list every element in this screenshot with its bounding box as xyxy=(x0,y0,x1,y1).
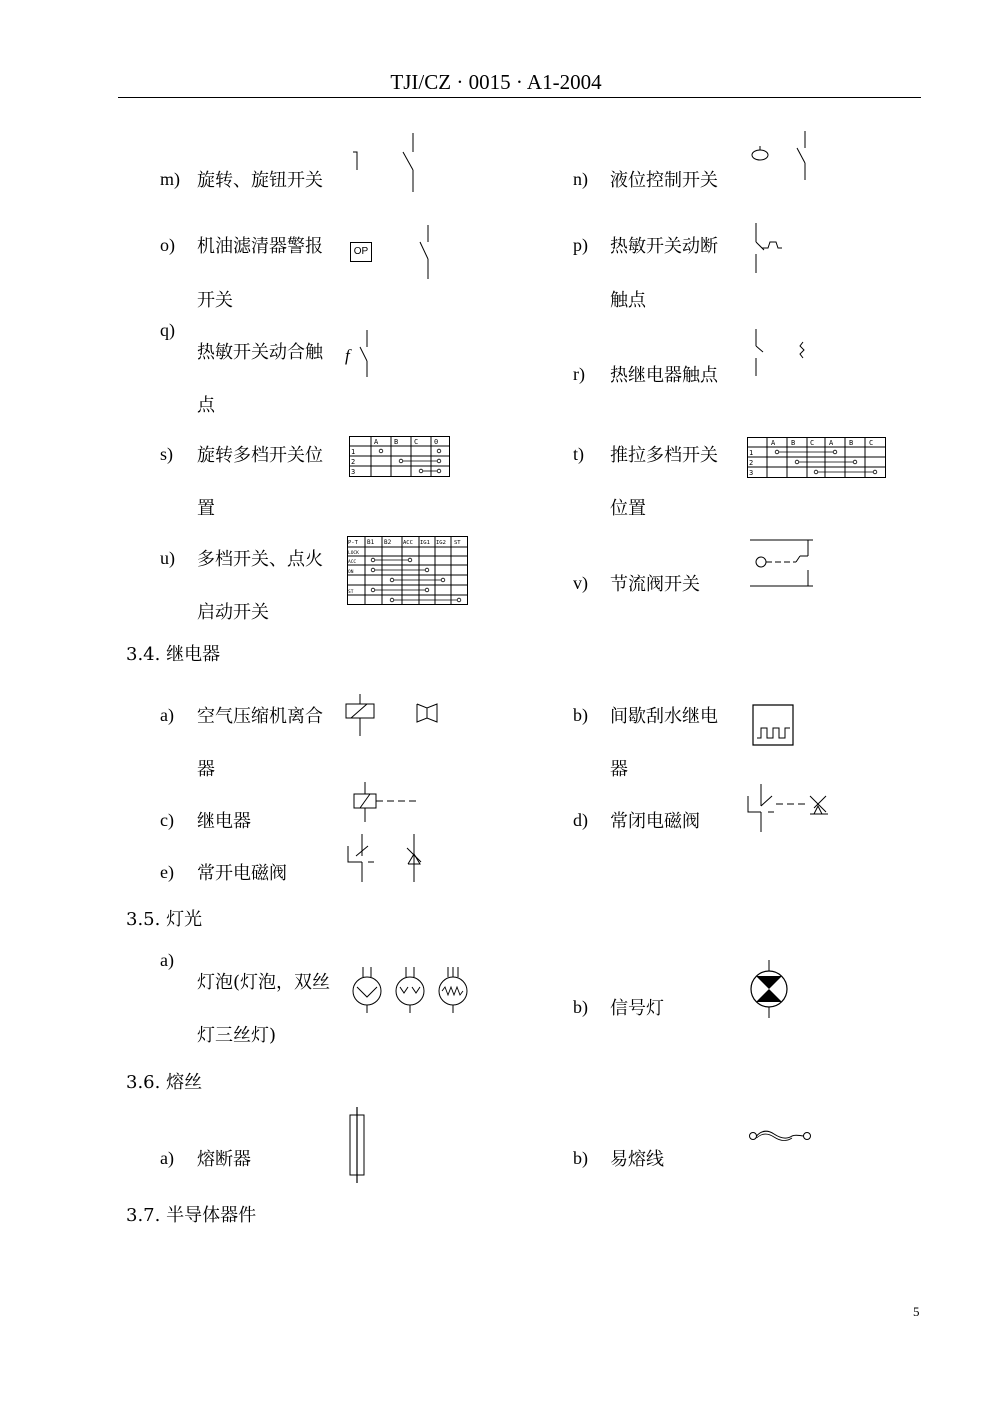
t-table-head-c2: C xyxy=(869,439,874,447)
u-table-head-b1: B1 xyxy=(367,539,375,546)
relay-c-label: c) xyxy=(160,810,174,830)
no-solenoid-valve-symbol xyxy=(344,832,434,884)
u-table-head-b2: B2 xyxy=(384,539,392,546)
fuse-b-label: b) xyxy=(573,1148,588,1168)
bulb-symbols-group xyxy=(347,965,472,1015)
item-o-text-1: 机油滤清器警报 xyxy=(197,236,323,257)
single-filament-bulb-icon xyxy=(353,967,381,1013)
rotary-knob-switch-symbol xyxy=(345,130,425,195)
fuse-a-text: 熔断器 xyxy=(197,1149,251,1170)
level-control-switch-symbol xyxy=(748,128,818,188)
document-code-header: TJI/CZ · 0015 · A1-2004 xyxy=(390,70,602,94)
oil-filter-switch-contact-symbol xyxy=(410,222,440,282)
u-table-head-ig2: IG2 xyxy=(436,540,446,546)
item-r-text: 热继电器触点 xyxy=(610,365,718,386)
item-r-label: r) xyxy=(573,364,585,384)
t-table-head-b1: B xyxy=(791,439,796,447)
u-table-head-pt: P-T xyxy=(348,540,358,546)
item-q-text-1: 热敏开关动合触 xyxy=(197,342,323,363)
header-rule xyxy=(118,97,921,98)
item-u-text-1: 多档开关、点火 xyxy=(197,549,323,570)
thermal-f-mark: f xyxy=(345,346,350,365)
thermal-relay-contact-symbol xyxy=(748,326,813,381)
relay-e-label: e) xyxy=(160,862,174,882)
t-table-row-2: 2 xyxy=(749,459,754,467)
item-s-text-2: 置 xyxy=(197,498,215,519)
section-3-6-heading: 3.6. 熔丝 xyxy=(126,1072,203,1093)
item-t-label: t) xyxy=(573,444,584,464)
relay-d-label: d) xyxy=(573,810,588,830)
dual-filament-bulb-icon xyxy=(396,967,424,1013)
section-3-4-heading: 3.4. 继电器 xyxy=(126,644,221,665)
item-v-label: v) xyxy=(573,573,588,593)
item-p-text-2: 触点 xyxy=(610,290,646,311)
relay-b-text-1: 间歇刮水继电 xyxy=(610,706,718,727)
item-p-label: p) xyxy=(573,235,588,255)
u-table-head-ig1: IG1 xyxy=(420,540,430,546)
compressor-clutch-symbol xyxy=(343,692,443,740)
triple-filament-bulb-icon xyxy=(439,967,467,1013)
relay-a-label: a) xyxy=(160,705,174,725)
s-table-row-1: 1 xyxy=(351,448,356,456)
t-table-head-a1: A xyxy=(771,439,776,447)
relay-c-text: 继电器 xyxy=(197,811,251,832)
rotary-multi-position-switch-table xyxy=(349,436,451,478)
s-table-head-c: C xyxy=(414,438,419,446)
item-s-text-1: 旋转多档开关位 xyxy=(197,445,323,466)
oil-filter-box-symbol: OP xyxy=(350,242,372,262)
thermal-nc-contact-symbol xyxy=(748,220,793,280)
s-table-row-2: 2 xyxy=(351,458,356,466)
thermal-no-contact-symbol xyxy=(355,327,380,382)
item-o-label: o) xyxy=(160,235,175,255)
section-3-7-heading: 3.7. 半导体器件 xyxy=(126,1205,257,1226)
fuse-symbol xyxy=(345,1105,370,1185)
s-table-head-b: B xyxy=(394,438,399,446)
item-n-label: n) xyxy=(573,169,588,189)
relay-b-label: b) xyxy=(573,705,588,725)
relay-d-text: 常闭电磁阀 xyxy=(610,811,700,832)
page-number: 5 xyxy=(913,1304,920,1319)
item-m-text: 旋转、旋钮开关 xyxy=(197,170,323,191)
item-t-text-1: 推拉多档开关 xyxy=(610,445,718,466)
item-m-label: m) xyxy=(160,169,180,189)
u-table-row-st: ST xyxy=(348,590,354,595)
item-t-text-2: 位置 xyxy=(610,498,646,519)
item-n-text: 液位控制开关 xyxy=(610,170,718,191)
relay-coil-symbol xyxy=(350,780,425,825)
u-table-row-acc: ACC xyxy=(348,560,357,565)
s-table-row-3: 3 xyxy=(351,468,356,476)
section-3-5-heading: 3.5. 灯光 xyxy=(126,909,203,930)
item-q-label: q) xyxy=(160,320,175,340)
item-o-text-2: 开关 xyxy=(197,290,233,311)
relay-a-text-1: 空气压缩机离合 xyxy=(197,706,323,727)
throttle-valve-switch-symbol xyxy=(748,536,818,591)
item-q-text-2: 点 xyxy=(197,395,215,416)
nc-solenoid-valve-symbol xyxy=(744,782,834,834)
u-table-row-lock: LOCK xyxy=(348,551,359,556)
s-table-head-a: A xyxy=(374,438,379,446)
relay-b-text-2: 器 xyxy=(610,759,628,780)
item-u-label: u) xyxy=(160,548,175,568)
item-s-label: s) xyxy=(160,444,173,464)
t-table-row-3: 3 xyxy=(749,469,754,477)
fusible-link-symbol xyxy=(748,1126,813,1148)
push-pull-multi-position-switch-table xyxy=(747,437,887,479)
light-a-text-1: 灯泡(灯泡，双丝 xyxy=(197,972,331,993)
signal-lamp-symbol xyxy=(748,958,793,1023)
intermittent-wiper-relay-symbol xyxy=(752,704,797,749)
t-table-head-c1: C xyxy=(810,439,815,447)
light-b-label: b) xyxy=(573,997,588,1017)
relay-e-text: 常开电磁阀 xyxy=(197,863,287,884)
u-table-head-st: ST xyxy=(454,540,461,546)
relay-a-text-2: 器 xyxy=(197,759,215,780)
fuse-b-text: 易熔线 xyxy=(610,1149,664,1170)
t-table-head-a2: A xyxy=(829,439,834,447)
item-p-text-1: 热敏开关动断 xyxy=(610,236,718,257)
item-u-text-2: 启动开关 xyxy=(197,602,269,623)
light-a-text-2: 灯三丝灯) xyxy=(197,1025,277,1046)
t-table-head-b2: B xyxy=(849,439,854,447)
u-table-row-on: ON xyxy=(348,570,354,575)
light-a-label: a) xyxy=(160,950,174,970)
s-table-head-0: 0 xyxy=(434,438,439,446)
u-table-head-acc: ACC xyxy=(403,540,413,546)
light-b-text: 信号灯 xyxy=(610,998,664,1019)
item-v-text: 节流阀开关 xyxy=(610,574,700,595)
t-table-row-1: 1 xyxy=(749,449,754,457)
fuse-a-label: a) xyxy=(160,1148,174,1168)
ignition-start-switch-table xyxy=(347,536,469,606)
